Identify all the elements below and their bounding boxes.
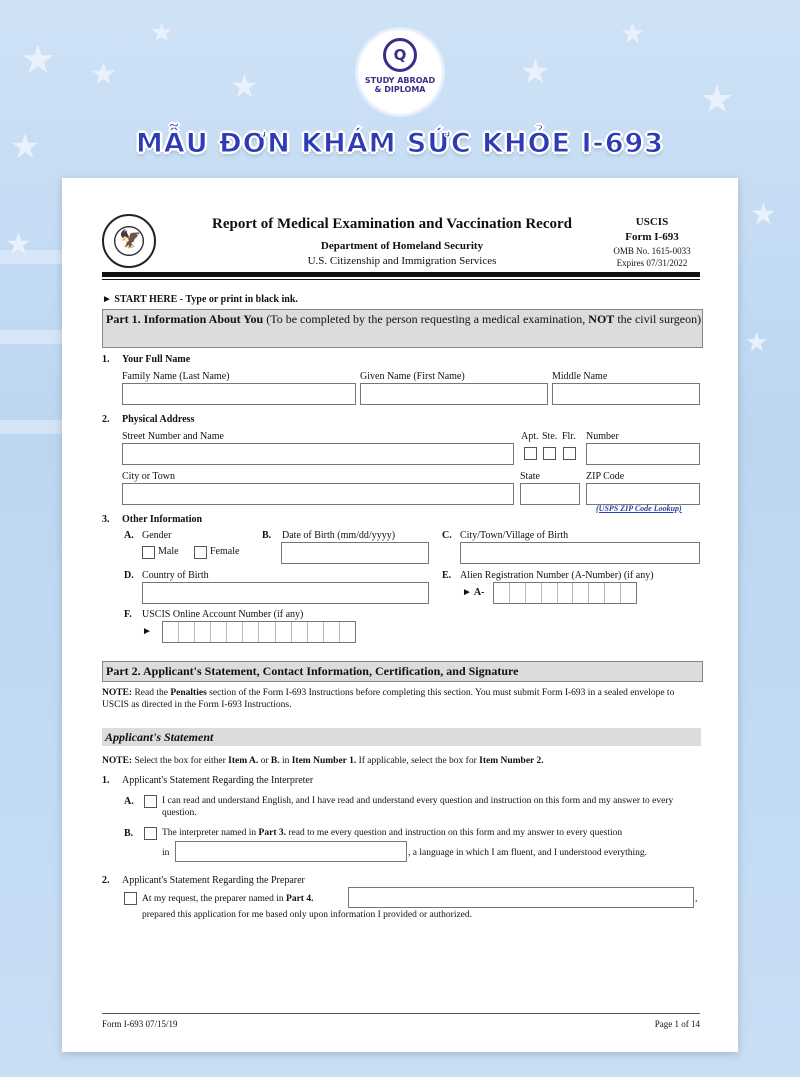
middle-name-label: Middle Name: [552, 371, 608, 382]
ste-label: Ste.: [542, 431, 558, 442]
state-select[interactable]: [520, 483, 580, 505]
star-icon: ★: [150, 18, 174, 48]
city-birth-label: City/Town/Village of Birth: [460, 530, 569, 541]
s1a-letter: A.: [124, 796, 134, 807]
flr-label: Flr.: [562, 431, 576, 442]
star-icon: ★: [620, 17, 646, 50]
s2-text: At my request, the preparer named in Part 4.: [142, 894, 314, 904]
footer-rule: [102, 1013, 700, 1014]
dhs-seal-icon: 🦅: [102, 214, 156, 268]
anumber-prefix: ► A-: [462, 587, 485, 598]
given-name-input[interactable]: [360, 383, 548, 405]
zip-input[interactable]: [586, 483, 700, 505]
ste-checkbox[interactable]: [543, 447, 556, 460]
anumber-input[interactable]: [493, 582, 637, 604]
q1-label: Your Full Name: [122, 354, 191, 365]
q2-label: Physical Address: [122, 414, 195, 425]
star-icon: ★: [750, 197, 777, 232]
arrow-icon: ►: [142, 626, 152, 637]
given-name-label: Given Name (First Name): [360, 371, 465, 382]
family-name-input[interactable]: [122, 383, 356, 405]
q3c-letter: C.: [442, 530, 452, 541]
uscis-label: USCIS: [635, 216, 669, 228]
s1-number: 1.: [102, 775, 110, 786]
brand-logo: [358, 30, 442, 114]
dob-input[interactable]: [281, 542, 429, 564]
logo-text: STUDY ABROAD & DIPLOMA: [364, 76, 436, 94]
star-icon: ★: [230, 67, 259, 105]
s1b-in-label: in: [162, 848, 170, 858]
apt-checkbox[interactable]: [524, 447, 537, 460]
male-checkbox[interactable]: [142, 546, 155, 559]
q1-number: 1.: [102, 354, 110, 365]
applicant-statement-heading: Applicant's Statement: [102, 728, 701, 746]
online-account-input[interactable]: [162, 621, 356, 643]
country-birth-input[interactable]: [142, 582, 429, 604]
q3f-letter: F.: [124, 609, 132, 620]
q2-number: 2.: [102, 414, 110, 425]
star-icon: ★: [520, 52, 551, 92]
city-label: City or Town: [122, 471, 176, 482]
background-stripe: [0, 420, 62, 434]
department: Department of Homeland Security: [320, 240, 484, 252]
s2-label: Applicant's Statement Regarding the Preparer: [122, 875, 305, 886]
s2-number: 2.: [102, 875, 110, 886]
online-account-label: USCIS Online Account Number (if any): [142, 609, 304, 620]
s1-label: Applicant's Statement Regarding the Interpreter: [122, 775, 314, 786]
header-rule: [102, 272, 700, 277]
note-select: NOTE: Select the box for either Item A. or B. in Item Number 1. If applicable, select the box for Item Number 2.: [102, 756, 544, 766]
s2-comma: ,: [695, 894, 698, 904]
header-rule-thin: [102, 279, 700, 280]
s2-text-2: prepared this application for me based only upon information I provided or authorized.: [142, 910, 473, 920]
family-name-label: Family Name (Last Name): [122, 371, 230, 382]
part1-header: Part 1. Information About You (To be completed by the person requesting a medical examination, NOT the civil surgeon): [102, 309, 703, 348]
background-stripe: [0, 330, 62, 344]
note-penalties: NOTE: Read the Penalties section of the Form I-693 Instructions before completing this section. You must submit Form I-693 in a sealed envelope to USCIS as directed in the Form I-693 Instructions.: [102, 688, 675, 710]
star-icon: ★: [20, 37, 56, 83]
apt-label: Apt.: [521, 431, 539, 442]
preparer-name-input[interactable]: [348, 887, 694, 908]
q3e-letter: E.: [442, 570, 452, 581]
city-birth-input[interactable]: [460, 542, 700, 564]
dob-label: Date of Birth (mm/dd/yyyy): [282, 530, 396, 541]
star-icon: ★: [745, 328, 769, 358]
omb-number: OMB No. 1615-0033: [613, 246, 691, 256]
form-number: Form I-693: [625, 231, 679, 243]
expiration: Expires 07/31/2022: [616, 258, 688, 268]
star-icon: ★: [5, 227, 32, 262]
q3d-letter: D.: [124, 570, 134, 581]
female-label: Female: [210, 546, 240, 557]
star-icon: ★: [90, 57, 117, 92]
language-input[interactable]: [175, 841, 407, 862]
form-page: [62, 178, 738, 1052]
part2-header: Part 2. Applicant's Statement, Contact Information, Certification, and Signature: [102, 661, 703, 682]
s1a-text: I can read and understand English, and I have read and understand every question and instruction on this form and my answer to every question.: [162, 796, 674, 818]
footer-form-version: Form I-693 07/15/19: [102, 1019, 178, 1029]
state-label: State: [520, 471, 540, 482]
star-icon: ★: [10, 127, 41, 167]
zip-lookup-link[interactable]: (USPS ZIP Code Lookup): [596, 504, 682, 513]
logo-letter: Q: [383, 38, 417, 72]
page-headline: MẪU ĐƠN KHÁM SỨC KHỎE I-693: [135, 128, 665, 159]
s1b-text: The interpreter named in Part 3. read to me every question and instruction on this form and my answer to every question: [162, 828, 623, 838]
q3-label: Other Information: [122, 514, 203, 525]
q3b-letter: B.: [262, 530, 272, 541]
star-icon: ★: [700, 77, 735, 121]
start-here: ► START HERE - Type or print in black ink.: [102, 294, 298, 305]
page-number: Page 1 of 14: [654, 1019, 700, 1029]
street-input[interactable]: [122, 443, 514, 465]
middle-name-input[interactable]: [552, 383, 700, 405]
zip-label: ZIP Code: [586, 471, 625, 482]
form-title: Report of Medical Examination and Vaccination Record: [212, 216, 572, 232]
street-label: Street Number and Name: [122, 431, 224, 442]
number-label: Number: [586, 431, 619, 442]
flr-checkbox[interactable]: [563, 447, 576, 460]
city-input[interactable]: [122, 483, 514, 505]
q3a-letter: A.: [124, 530, 134, 541]
female-checkbox[interactable]: [194, 546, 207, 559]
agency: U.S. Citizenship and Immigration Services: [307, 255, 497, 267]
unit-number-input[interactable]: [586, 443, 700, 465]
s1b-text-end: , a language in which I am fluent, and I understood everything.: [408, 848, 648, 858]
english-checkbox[interactable]: [144, 795, 157, 808]
country-birth-label: Country of Birth: [142, 570, 209, 581]
interpreter-checkbox[interactable]: [144, 827, 157, 840]
anumber-label: Alien Registration Number (A-Number) (if any): [460, 570, 654, 581]
preparer-checkbox[interactable]: [124, 892, 137, 905]
male-label: Male: [158, 546, 179, 557]
s1b-letter: B.: [124, 828, 134, 839]
gender-label: Gender: [142, 530, 172, 541]
q3-number: 3.: [102, 514, 110, 525]
